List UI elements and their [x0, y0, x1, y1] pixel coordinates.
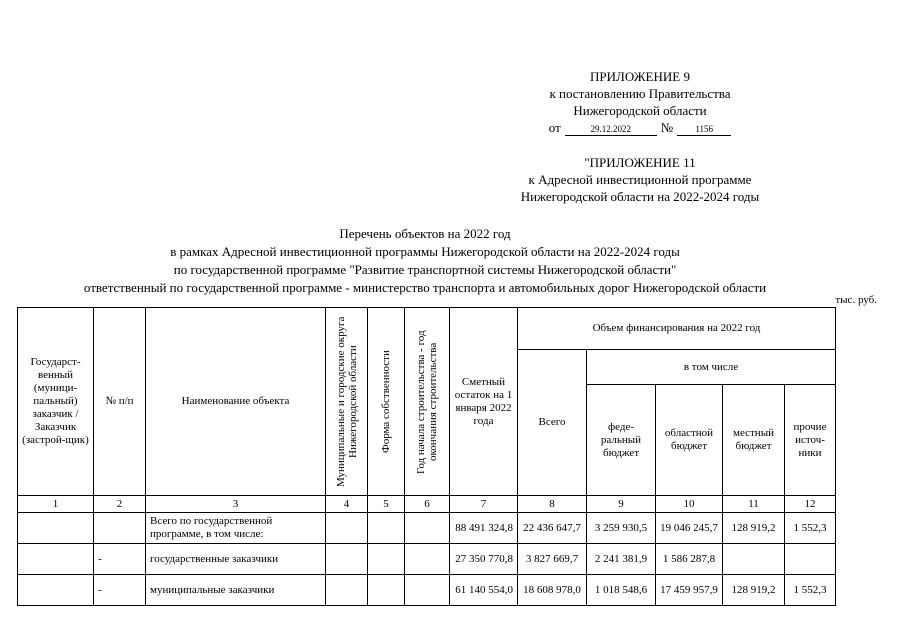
cell-object-name: Всего по государственной программе, в том числе: [146, 513, 326, 544]
header-object-name: Наименование объекта [146, 308, 326, 496]
cell-number [94, 513, 146, 544]
appendix-11-line2: Нижегородской области на 2022-2024 годы [520, 189, 760, 204]
appendix-9-line2: Нижегородской области [573, 103, 707, 118]
cell-customer [18, 544, 94, 575]
cell-local [723, 544, 785, 575]
cell-ownership [368, 575, 405, 606]
column-number: 4 [326, 496, 368, 513]
cell-number: - [94, 575, 146, 606]
header-number: № п/п [94, 308, 146, 496]
cell-estimate: 27 350 770,8 [450, 544, 518, 575]
cell-federal: 3 259 930,5 [587, 513, 656, 544]
header-years: Год начала строительства - год окончания строительства [415, 329, 439, 474]
appendix-11-block [500, 154, 780, 205]
cell-districts [326, 513, 368, 544]
cell-other: 1 552,3 [785, 513, 836, 544]
heading-line4: ответственный по государственной программе - министерство транспорта и автомобильных дорог Нижегородской области [83, 280, 767, 295]
date-prefix: от [548, 120, 561, 135]
cell-local: 128 919,2 [723, 575, 785, 606]
cell-districts [326, 544, 368, 575]
column-number: 12 [785, 496, 836, 513]
cell-estimate: 88 491 324,8 [450, 513, 518, 544]
resolution-date: 29.12.2022 [565, 124, 657, 136]
cell-number: - [94, 544, 146, 575]
cell-ownership [368, 544, 405, 575]
cell-other: 1 552,3 [785, 575, 836, 606]
cell-years [405, 544, 450, 575]
header-regional: областной бюджет [656, 385, 723, 496]
cell-object-name: муниципальные заказчики [146, 575, 326, 606]
appendix-11-title: "ПРИЛОЖЕНИЕ 11 [584, 155, 696, 170]
column-number: 6 [405, 496, 450, 513]
header-districts: Муниципальные и городские округа Нижегородской области [334, 316, 359, 487]
column-number: 11 [723, 496, 785, 513]
cell-other [785, 544, 836, 575]
header-districts-cell [326, 308, 368, 496]
heading-line1: Перечень объектов на 2022 год [339, 226, 511, 241]
cell-customer [18, 513, 94, 544]
column-number: 8 [518, 496, 587, 513]
header-funding: Объем финансирования на 2022 год [518, 308, 836, 350]
cell-regional: 17 459 957,9 [656, 575, 723, 606]
table-row-state [18, 544, 836, 575]
header-ownership-cell [368, 308, 405, 496]
header-estimate: Сметный остаток на 1 января 2022 года [450, 308, 518, 496]
cell-total: 3 827 669,7 [518, 544, 587, 575]
heading-line3: по государственной программе "Развитие транспортной системы Нижегородской области" [173, 262, 677, 277]
header-including: в том числе [587, 350, 836, 385]
header-row-1 [18, 308, 836, 350]
cell-years [405, 575, 450, 606]
table-row-municipal [18, 575, 836, 606]
appendix-9-line1: к постановлению Правительства [549, 86, 731, 101]
column-number-row [18, 496, 836, 513]
resolution-date-line [500, 119, 780, 136]
cell-local: 128 919,2 [723, 513, 785, 544]
cell-years [405, 513, 450, 544]
header-other: прочие источ-ники [785, 385, 836, 496]
appendix-9-title: ПРИЛОЖЕНИЕ 9 [590, 69, 690, 84]
column-number: 1 [18, 496, 94, 513]
cell-total: 22 436 647,7 [518, 513, 587, 544]
header-years-cell [405, 308, 450, 496]
appendix-9-block [500, 68, 780, 136]
header-total: Всего [518, 350, 587, 496]
column-number: 7 [450, 496, 518, 513]
cell-estimate: 61 140 554,0 [450, 575, 518, 606]
header-local: местный бюджет [723, 385, 785, 496]
cell-federal: 1 018 548,6 [587, 575, 656, 606]
cell-regional: 19 046 245,7 [656, 513, 723, 544]
appendix-11-line1: к Адресной инвестиционной программе [528, 172, 752, 187]
column-number: 10 [656, 496, 723, 513]
cell-object-name: государственные заказчики [146, 544, 326, 575]
column-number: 2 [94, 496, 146, 513]
header-federal: феде-ральный бюджет [587, 385, 656, 496]
objects-table [17, 307, 836, 606]
units-label: тыс. руб. [835, 294, 877, 306]
cell-customer [18, 575, 94, 606]
number-prefix: № [660, 120, 674, 135]
heading-line2: в рамках Адресной инвестиционной программы Нижегородской области на 2022-2024 годы [170, 244, 680, 259]
header-customer: Государст-венный (муници-пальный) заказчик / Заказчик (застрой-щик) [18, 308, 94, 496]
column-number: 5 [368, 496, 405, 513]
cell-federal: 2 241 381,9 [587, 544, 656, 575]
table-row-total [18, 513, 836, 544]
cell-districts [326, 575, 368, 606]
column-number: 3 [146, 496, 326, 513]
column-number: 9 [587, 496, 656, 513]
cell-total: 18 608 978,0 [518, 575, 587, 606]
cell-regional: 1 586 287,8 [656, 544, 723, 575]
resolution-number: 1156 [677, 124, 731, 136]
document-heading [30, 225, 820, 297]
cell-ownership [368, 513, 405, 544]
header-ownership: Форма собственности [380, 350, 392, 453]
